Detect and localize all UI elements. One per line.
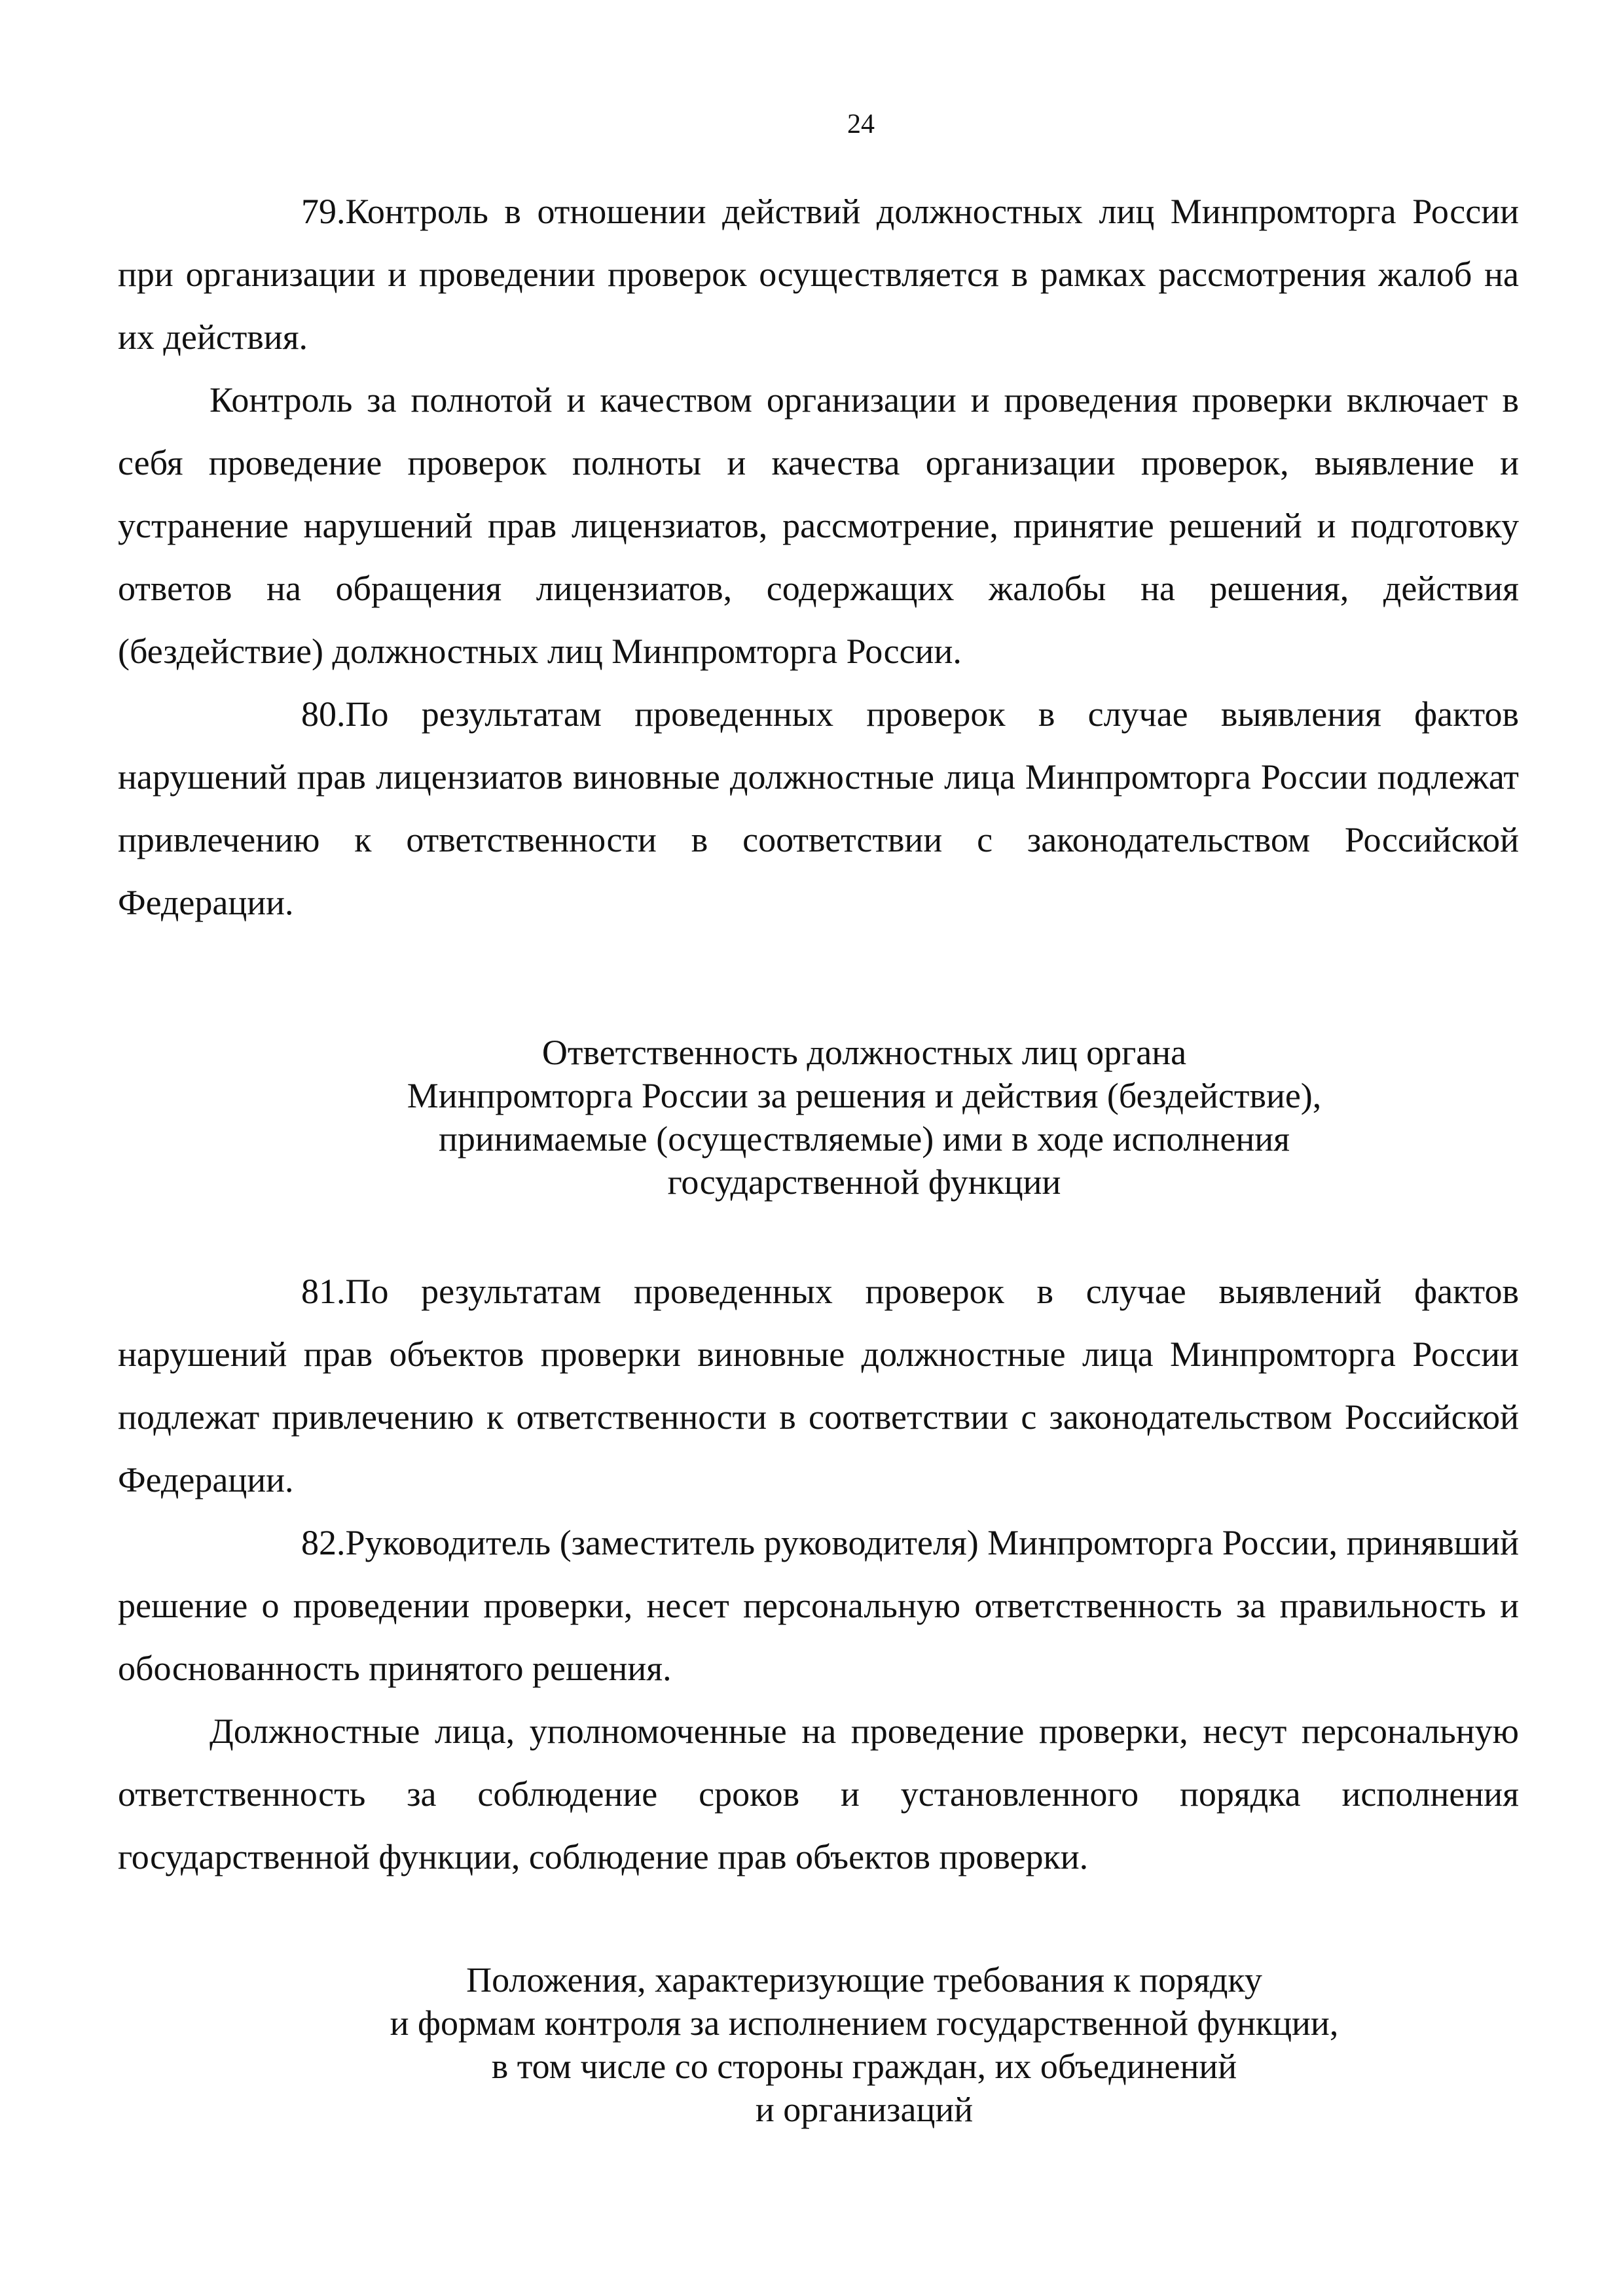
paragraph-number: 82. (301, 1523, 346, 1562)
paragraph-text: Должностные лица, уполномоченные на проведение проверки, несут персональную ответственность за соблюдение сроков и установленного порядка исполнения государственной функции, соблюдение прав объектов проверки. (118, 1712, 1519, 1876)
heading-line: в том числе со стороны граждан, их объединений (491, 2047, 1237, 2086)
paragraph-text: По результатам проведенных проверок в случае выявлений фактов нарушений прав объектов проверки виновные должностные лица Минпромторга России подлежат привлечению к ответственности в соответствии с законодательством Российской Федерации. (118, 1272, 1519, 1499)
section-1-body (118, 180, 1519, 934)
paragraph-text: Контроль за полнотой и качеством организации и проведения проверки включает в себя проведение проверок полноты и качества организации проверок, выявление и устранение нарушений прав лицензиатов, рассмотрение, принятие решений и подготовку ответов на обращения лицензиатов, содержащих жалобы на решения, действия (бездействие) должностных лиц Минпромторга России. (118, 380, 1519, 671)
heading-line: и организаций (755, 2090, 974, 2129)
paragraph-82-continued (118, 1700, 1519, 1888)
paragraph-79-continued (118, 368, 1519, 683)
paragraph-79 (118, 180, 1519, 368)
heading-line: и формам контроля за исполнением государственной функции, (390, 2003, 1339, 2043)
paragraph-number: 80. (301, 694, 346, 734)
paragraph-82 (118, 1511, 1519, 1700)
paragraph-text: По результатам проведенных проверок в случае выявления фактов нарушений прав лицензиатов виновные должностные лица Минпромторга России подлежат привлечению к ответственности в соответствии с законодательством Российской Федерации. (118, 694, 1519, 922)
heading-line: Положения, характеризующие требования к порядку (466, 1960, 1262, 2000)
section-heading-responsibility (118, 1031, 1611, 1204)
heading-line: Минпромторга России за решения и действия (бездействие), (407, 1076, 1322, 1115)
paragraph-text: Руководитель (заместитель руководителя) Минпромторга России, принявший решение о проведении проверки, несет персональную ответственность за правильность и обоснованность принятого решения. (118, 1523, 1519, 1688)
section-2-body (118, 1260, 1519, 1888)
paragraph-number: 79. (301, 192, 346, 231)
paragraph-text: Контроль в отношении действий должностных лиц Минпромторга России при организации и проведении проверок осуществляется в рамках рассмотрения жалоб на их действия. (118, 192, 1519, 357)
page-number: 24 (847, 109, 875, 139)
heading-line: Ответственность должностных лиц органа (541, 1033, 1187, 1072)
paragraph-81 (118, 1260, 1519, 1511)
heading-line: государственной функции (667, 1162, 1061, 1202)
heading-line: принимаемые (осуществляемые) ими в ходе исполнения (438, 1119, 1290, 1158)
section-heading-control-requirements (118, 1958, 1611, 2131)
paragraph-80 (118, 683, 1519, 934)
paragraph-number: 81. (301, 1272, 346, 1311)
